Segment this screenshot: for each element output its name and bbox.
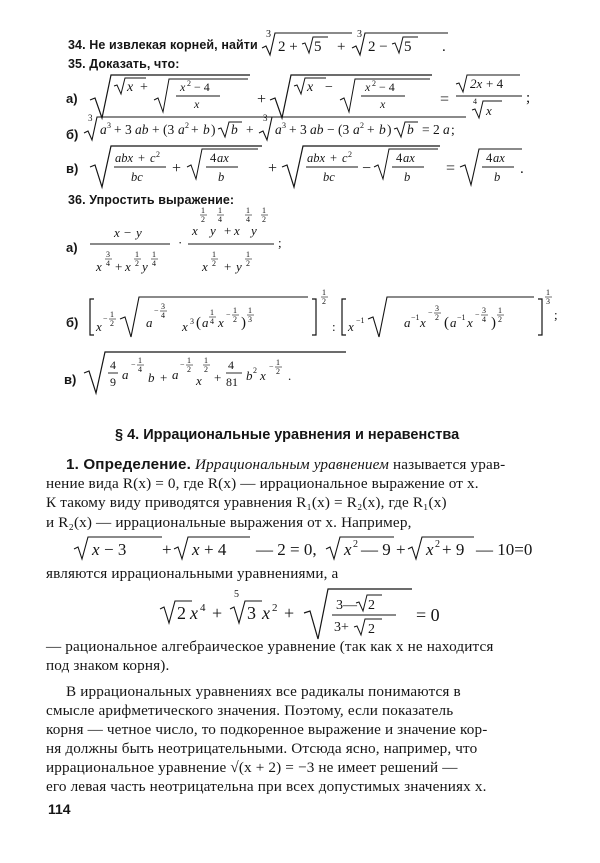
svg-text:− (3: − (3	[327, 122, 350, 137]
paragraph-2-line-2: смысле арифметического значения. Поэтому, если показатель	[46, 702, 454, 719]
label-36a: а)	[66, 240, 78, 255]
svg-text:4: 4	[486, 151, 493, 165]
svg-text:+: +	[396, 540, 406, 559]
svg-text:3: 3	[357, 29, 362, 40]
problem-36b-expression	[86, 287, 566, 347]
svg-text:x: x	[92, 540, 100, 559]
svg-text:3: 3	[161, 302, 165, 311]
svg-text:.: .	[288, 368, 292, 383]
svg-text:+ 4: + 4	[486, 76, 504, 91]
svg-text:x: x	[192, 540, 200, 559]
svg-text:x: x	[125, 259, 131, 274]
svg-text:x: x	[234, 223, 240, 238]
paragraph-2-line-3: корня — четное число, то подкоренное выражение и значение кор-	[46, 721, 488, 738]
svg-text:3: 3	[435, 304, 439, 313]
definition-line-1	[66, 456, 505, 474]
svg-text:+ 3: + 3	[114, 122, 132, 137]
svg-text:x: x	[426, 540, 434, 559]
svg-text:4: 4	[106, 259, 110, 268]
svg-text:2: 2	[368, 598, 375, 613]
svg-text:3+: 3+	[334, 620, 349, 635]
svg-text:4: 4	[110, 358, 116, 372]
svg-text:x: x	[196, 373, 202, 388]
svg-text:b: b	[231, 122, 238, 137]
svg-text:1: 1	[201, 206, 205, 215]
svg-text:b: b	[148, 370, 155, 385]
svg-text:=: =	[446, 160, 456, 177]
svg-text:y: y	[210, 223, 216, 238]
svg-text:x: x	[486, 103, 492, 118]
svg-text:+: +	[330, 151, 338, 165]
svg-text:2: 2	[177, 603, 186, 623]
svg-text:y: y	[142, 259, 148, 274]
svg-text:;: ;	[451, 122, 455, 137]
svg-text:x: x	[420, 315, 426, 330]
svg-text:+ 4: + 4	[204, 540, 227, 559]
section-heading: § 4. Иррациональные уравнения и неравенства	[115, 427, 460, 443]
svg-text:1: 1	[218, 206, 222, 215]
svg-text:2: 2	[204, 365, 208, 374]
svg-text:−: −	[180, 360, 185, 369]
svg-text:3: 3	[248, 315, 252, 324]
svg-text:1: 1	[498, 306, 502, 315]
definition-line-6: — рациональное алгебраическое уравнение (так как x не находится	[46, 638, 494, 655]
svg-text:x: x	[467, 315, 473, 330]
svg-text:a: a	[178, 122, 185, 137]
svg-text:c: c	[342, 151, 348, 165]
svg-text:4: 4	[152, 259, 156, 268]
svg-text:+: +	[246, 122, 254, 137]
svg-text:+ 9: + 9	[442, 540, 465, 559]
svg-text:a: a	[404, 315, 411, 330]
svg-text:2: 2	[348, 150, 352, 159]
svg-text:(: (	[196, 315, 201, 331]
svg-text:2: 2	[322, 297, 326, 306]
svg-text:2: 2	[253, 366, 257, 375]
svg-text:— 2 = 0,: — 2 = 0,	[256, 540, 317, 559]
svg-text:x: x	[380, 97, 386, 111]
svg-text:.: .	[442, 39, 446, 55]
svg-text:4: 4	[210, 151, 217, 165]
svg-text:bc: bc	[323, 170, 335, 184]
problem-35c-expression	[90, 143, 540, 193]
svg-text:2: 2	[187, 365, 191, 374]
svg-text:— 9: — 9	[361, 540, 391, 559]
svg-text:3: 3	[190, 317, 194, 326]
svg-text:ax: ax	[493, 151, 505, 165]
svg-text:4: 4	[228, 358, 234, 372]
svg-text:2 −: 2 −	[368, 39, 388, 55]
svg-text:x: x	[218, 315, 224, 330]
svg-text:): )	[387, 122, 392, 137]
svg-text:y: y	[136, 225, 142, 240]
example-equations-1	[74, 533, 554, 563]
svg-text:1: 1	[233, 306, 237, 315]
label-36c: в)	[64, 372, 77, 387]
svg-text:): )	[241, 315, 246, 331]
svg-text:1: 1	[246, 206, 250, 215]
svg-text:−: −	[226, 310, 231, 319]
definition-line-1-rest: называется урав-	[392, 456, 506, 473]
problem-35-text: 35. Доказать, что:	[68, 57, 180, 71]
svg-text:x: x	[192, 223, 198, 238]
svg-text:+: +	[115, 259, 123, 274]
svg-text:5: 5	[234, 589, 239, 600]
paragraph-2-line-4: ня должны быть неотрицательными. Отсюда ясно, например, что	[46, 740, 478, 757]
svg-text:3: 3	[106, 250, 110, 259]
definition-line-7: под знаком корня).	[46, 657, 170, 674]
svg-text:ax: ax	[403, 151, 415, 165]
svg-text:3: 3	[482, 306, 486, 315]
svg-text:bc: bc	[131, 170, 143, 184]
svg-text:.: .	[520, 161, 524, 177]
svg-text:−1: −1	[411, 313, 420, 322]
svg-text:+: +	[367, 122, 375, 137]
svg-text:2 +: 2 +	[278, 39, 298, 55]
svg-text:x: x	[202, 259, 208, 274]
svg-text:1: 1	[248, 306, 252, 315]
paragraph-2-line-6: его левая часть неотрицательна при всех допустимых значениях x.	[46, 778, 487, 795]
problem-36-text: 36. Упростить выражение:	[68, 193, 235, 207]
svg-text:a: a	[100, 122, 107, 137]
svg-text:1: 1	[204, 356, 208, 365]
svg-text:2: 2	[435, 313, 439, 322]
svg-text:+: +	[212, 603, 223, 623]
svg-text:a: a	[443, 122, 450, 137]
svg-text:+ (3: + (3	[152, 122, 175, 137]
svg-text:): )	[491, 315, 496, 331]
svg-text:x: x	[96, 319, 102, 334]
svg-text:1: 1	[135, 250, 139, 259]
svg-text:ab: ab	[135, 122, 149, 137]
svg-text:3: 3	[266, 29, 271, 40]
svg-text:;: ;	[526, 90, 531, 106]
svg-text:−: −	[475, 310, 480, 319]
svg-text:− 4: − 4	[379, 80, 395, 94]
svg-text:b: b	[404, 170, 411, 184]
svg-text:;: ;	[554, 307, 558, 322]
svg-text:4: 4	[161, 311, 165, 320]
svg-text:a: a	[122, 367, 129, 382]
svg-text:x: x	[96, 259, 102, 274]
page-number: 114	[48, 801, 71, 817]
svg-text:−: −	[154, 306, 159, 315]
label-35a: а)	[66, 91, 78, 106]
svg-text:— 10=0: — 10=0	[476, 540, 533, 559]
svg-text:− 4: − 4	[194, 80, 210, 94]
svg-text:2: 2	[135, 259, 139, 268]
svg-text:a: a	[275, 122, 282, 137]
definition-line-3: К такому виду приводятся уравнения R₁(x) = R₂(x), где R₁(x)	[46, 494, 447, 511]
definition-line-4: и R₂(x) — иррациональные выражения от x. Например,	[46, 514, 412, 531]
problem-35b-expression	[84, 113, 554, 143]
svg-text:2: 2	[187, 79, 191, 88]
example-equation-2	[160, 583, 460, 643]
svg-text:3: 3	[88, 113, 93, 123]
paragraph-2-line-5: иррациональное уравнение √(x + 2) = −3 не имеет решений —	[46, 759, 458, 776]
svg-text:+: +	[191, 122, 199, 137]
svg-text:;: ;	[278, 235, 282, 250]
svg-text:b: b	[246, 368, 253, 383]
svg-text:2: 2	[156, 150, 160, 159]
definition-line-5: являются иррациональными уравнениями, а	[46, 565, 339, 582]
svg-text:x: x	[190, 603, 198, 623]
svg-text:− 3: − 3	[104, 540, 127, 559]
svg-text:c: c	[150, 151, 156, 165]
label-36b: б)	[66, 315, 79, 330]
label-35b: б)	[66, 127, 79, 142]
svg-text:−: −	[428, 308, 433, 317]
svg-text:x: x	[262, 603, 270, 623]
svg-text:−: −	[325, 80, 333, 95]
svg-text:(: (	[444, 315, 449, 331]
svg-text:2: 2	[201, 215, 205, 224]
svg-text:4: 4	[473, 97, 477, 106]
svg-text:y: y	[236, 259, 242, 274]
svg-text::: :	[332, 319, 336, 334]
svg-text:4: 4	[482, 315, 486, 324]
label-35c: в)	[66, 161, 79, 176]
svg-text:−: −	[124, 225, 132, 240]
svg-text:2: 2	[372, 79, 376, 88]
svg-text:4: 4	[396, 151, 403, 165]
svg-text:2: 2	[276, 367, 280, 376]
definition-line-2: нение вида R(x) = 0, где R(x) — иррациональное выражение от x.	[46, 475, 479, 492]
svg-text:abx: abx	[115, 151, 134, 165]
svg-text:−: −	[362, 160, 372, 177]
svg-text:2: 2	[233, 315, 237, 324]
svg-text:+ 3: + 3	[289, 122, 307, 137]
svg-text:2: 2	[353, 539, 358, 550]
svg-text:+: +	[257, 91, 267, 108]
svg-text:b: b	[407, 122, 414, 137]
svg-text:1: 1	[187, 356, 191, 365]
svg-text:a: a	[202, 315, 209, 330]
svg-text:y: y	[251, 223, 257, 238]
svg-text:b: b	[379, 122, 386, 137]
svg-text:2: 2	[110, 319, 114, 328]
svg-text:9: 9	[110, 375, 116, 389]
svg-text:abx: abx	[307, 151, 326, 165]
svg-text:+: +	[268, 160, 278, 177]
svg-text:3: 3	[247, 603, 256, 623]
svg-text:2: 2	[262, 215, 266, 224]
svg-text:x: x	[348, 319, 354, 334]
svg-text:+: +	[214, 370, 222, 385]
svg-text:3: 3	[263, 113, 268, 123]
svg-text:2x: 2x	[470, 76, 483, 91]
svg-text:2: 2	[246, 259, 250, 268]
svg-text:2: 2	[212, 259, 216, 268]
svg-text:1: 1	[138, 356, 142, 365]
svg-text:1: 1	[152, 250, 156, 259]
svg-text:= 0: = 0	[416, 605, 440, 625]
svg-text:+: +	[138, 151, 146, 165]
svg-text:): )	[211, 122, 216, 137]
svg-text:1: 1	[212, 250, 216, 259]
svg-text:3—: 3—	[336, 598, 357, 613]
svg-text:x: x	[127, 80, 134, 95]
svg-text:4: 4	[200, 602, 206, 614]
svg-text:2: 2	[498, 315, 502, 324]
svg-text:3: 3	[107, 121, 111, 130]
svg-text:2: 2	[368, 622, 375, 637]
svg-text:= 2: = 2	[422, 122, 440, 137]
svg-text:+: +	[160, 370, 168, 385]
svg-text:x: x	[114, 225, 120, 240]
svg-text:4: 4	[218, 215, 222, 224]
svg-text:b: b	[494, 170, 501, 184]
svg-text:+: +	[224, 259, 232, 274]
svg-text:a: a	[146, 315, 153, 330]
svg-text:3: 3	[282, 121, 286, 130]
svg-text:+: +	[162, 540, 172, 559]
svg-text:ab: ab	[310, 122, 324, 137]
svg-text:4: 4	[138, 365, 142, 374]
svg-text:x: x	[182, 319, 188, 334]
svg-text:=: =	[440, 91, 450, 108]
problem-34-text: 34. Не извлекая корней, найти	[68, 38, 258, 52]
svg-text:2: 2	[185, 121, 189, 130]
svg-text:5: 5	[404, 39, 412, 55]
svg-text:x: x	[344, 540, 352, 559]
svg-text:−: −	[131, 360, 136, 369]
svg-text:+: +	[140, 80, 148, 95]
svg-text:+: +	[284, 603, 295, 623]
problem-34-expression	[262, 28, 462, 58]
svg-text:+: +	[337, 39, 346, 55]
svg-text:−1: −1	[457, 313, 466, 322]
svg-text:−: −	[103, 314, 108, 323]
svg-text:2: 2	[360, 121, 364, 130]
definition-term: Иррациональным уравнением	[194, 456, 389, 473]
svg-text:+: +	[224, 223, 232, 238]
definition-lead: 1. Определение.	[66, 456, 192, 473]
svg-text:ax: ax	[217, 151, 229, 165]
svg-text:·: ·	[178, 235, 183, 250]
problem-36a-expression	[86, 205, 306, 285]
svg-text:x: x	[307, 80, 314, 95]
svg-text:1: 1	[246, 250, 250, 259]
svg-text:x: x	[194, 97, 200, 111]
svg-text:1: 1	[322, 288, 326, 297]
svg-text:2: 2	[272, 602, 278, 614]
svg-text:a: a	[450, 315, 457, 330]
svg-text:−: −	[269, 362, 274, 371]
svg-text:−1: −1	[356, 316, 365, 325]
svg-text:1: 1	[546, 288, 550, 297]
svg-text:+: +	[172, 160, 182, 177]
svg-text:2: 2	[435, 539, 440, 550]
svg-text:x: x	[260, 368, 266, 383]
svg-text:4: 4	[210, 317, 214, 326]
svg-text:81: 81	[226, 375, 238, 389]
svg-text:4: 4	[246, 215, 250, 224]
svg-text:a: a	[172, 367, 179, 382]
svg-text:b: b	[218, 170, 225, 184]
svg-text:b: b	[203, 122, 210, 137]
svg-text:a: a	[353, 122, 360, 137]
paragraph-2-line-1: В иррациональных уравнениях все радикалы понимаются в	[66, 683, 461, 700]
svg-text:1: 1	[210, 308, 214, 317]
svg-text:x: x	[180, 80, 186, 94]
svg-text:1: 1	[276, 358, 280, 367]
svg-text:x: x	[365, 80, 371, 94]
problem-36c-expression	[84, 349, 384, 399]
svg-text:5: 5	[314, 39, 322, 55]
svg-text:1: 1	[262, 206, 266, 215]
svg-text:1: 1	[110, 310, 114, 319]
svg-text:3: 3	[546, 297, 550, 306]
